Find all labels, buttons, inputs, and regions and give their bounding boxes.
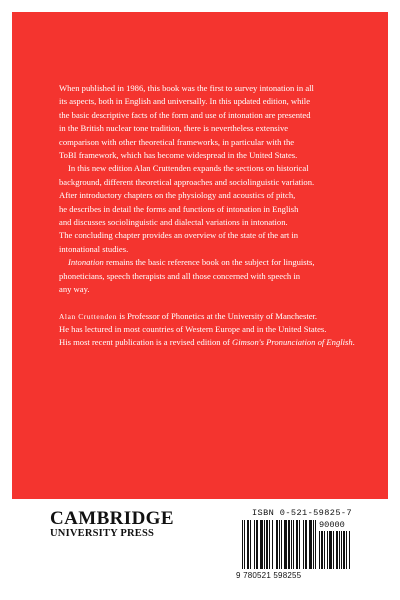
text-line: the basic descriptive facts of the form and use of intonation are presented — [59, 109, 311, 120]
publisher-imprint: UNIVERSITY PRESS — [50, 528, 155, 539]
paragraph-2 — [59, 162, 359, 256]
text-line — [59, 336, 359, 349]
text-line — [59, 256, 359, 269]
text-line: comparison with other theoretical frameworks, in particular with the — [59, 136, 295, 147]
text-line — [59, 310, 359, 323]
spacer — [59, 297, 359, 310]
publisher-logo — [50, 510, 174, 539]
text-span: His most recent publication is a revised edition of — [59, 337, 233, 348]
text-line: He has lectured in most countries of Western Europe and in the United States. — [59, 323, 327, 334]
text-span: remains the basic reference book on the subject for linguists, — [103, 257, 315, 268]
text-line: any way. — [59, 284, 90, 295]
text-line: its aspects, both in English and universally. In this updated edition, while — [59, 96, 311, 107]
paragraph-1 — [59, 82, 359, 162]
author-name: Alan Cruttenden — [59, 311, 118, 321]
footer-panel — [12, 499, 388, 588]
text-line: he describes in detail the forms and functions of intonation in English — [59, 203, 299, 214]
book-title: Intonation — [68, 257, 104, 268]
back-cover — [12, 12, 388, 588]
publisher-name: CAMBRIDGE — [50, 508, 174, 529]
blurb — [59, 82, 359, 350]
text-line: In this new edition Alan Cruttenden expands the sections on historical — [68, 163, 309, 174]
text-line: The concluding chapter provides an overview of the state of the art in — [59, 230, 299, 241]
publication-title: Gimson's Pronunciation of English — [232, 337, 353, 348]
price-code: 90000 — [319, 520, 345, 530]
text-line: background, different theoretical approaches and sociolinguistic variation. — [59, 176, 315, 187]
text-line: After introductory chapters on the physiology and acoustics of pitch, — [59, 190, 296, 201]
text-line: When published in 1986, this book was the first to survey intonation in all — [59, 83, 314, 93]
barcode-icon — [242, 520, 316, 569]
text-span: . — [352, 337, 355, 348]
text-span: is Professor of Phonetics at the University of Manchester. — [117, 310, 318, 321]
text-line: and discusses sociolinguistic and dialectal variations in intonation. — [59, 217, 288, 228]
paragraph-3 — [59, 256, 359, 296]
text-line: ToBI framework, which has become widespread in the United States. — [59, 150, 298, 161]
text-line: phoneticians, speech therapists and all those concerned with speech in — [59, 270, 301, 281]
ean-number: 9 780521 598255 — [236, 571, 302, 580]
isbn-label: ISBN 0-521-59825-7 — [252, 508, 353, 518]
addon-barcode-icon — [319, 531, 350, 569]
author-bio — [59, 310, 359, 350]
text-line: intonational studies. — [59, 243, 129, 254]
text-line: in the British nuclear tone tradition, there is nevertheless extensive — [59, 123, 289, 134]
